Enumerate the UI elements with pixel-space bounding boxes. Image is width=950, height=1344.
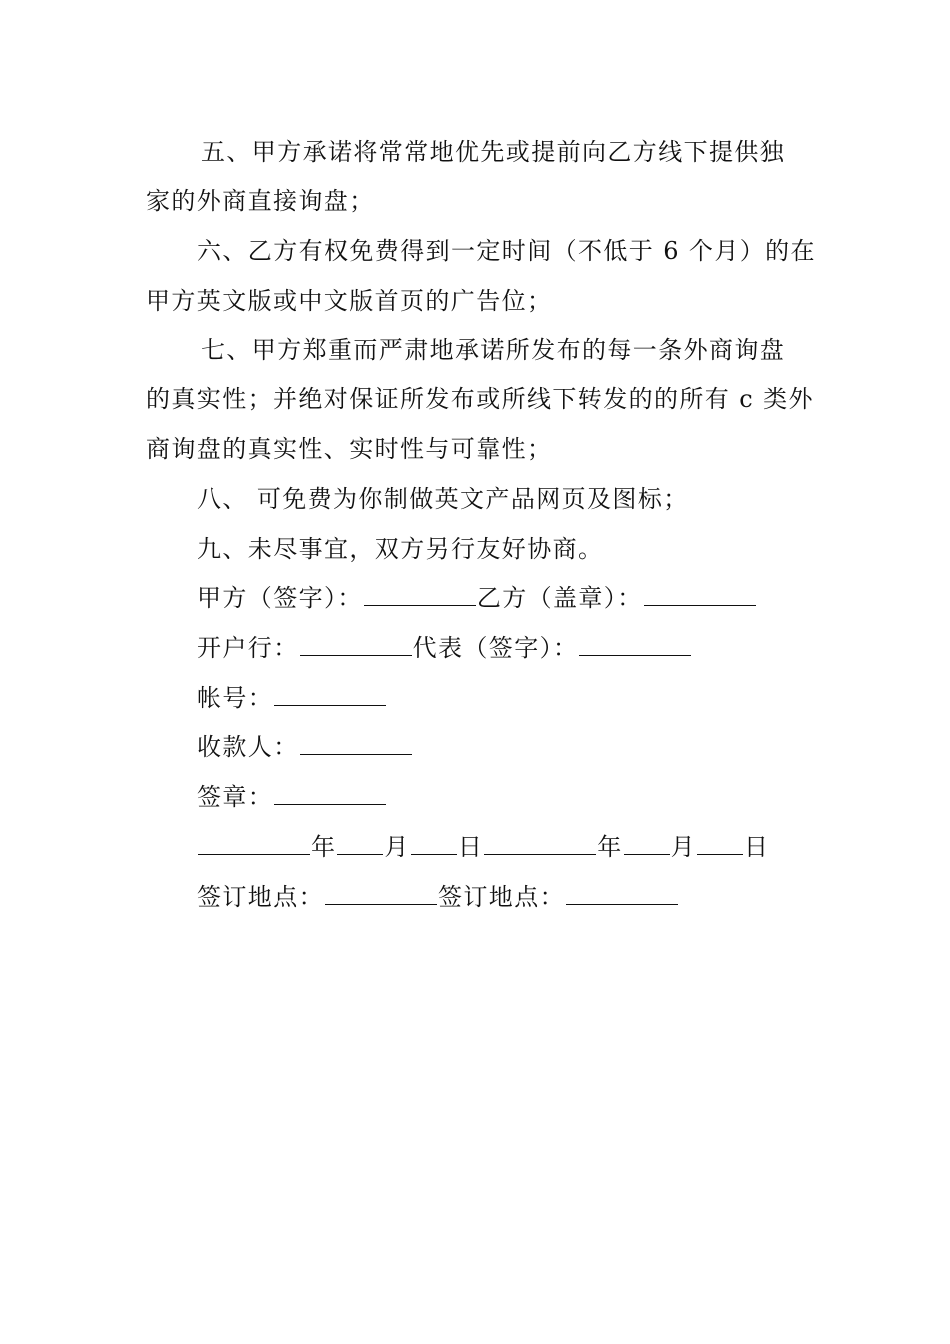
year-label: 年 (597, 833, 623, 861)
month-label: 月 (670, 833, 697, 861)
party-b-label: 乙方（盖章）： (476, 584, 643, 612)
signature-row-payee (197, 732, 413, 762)
bank-blank[interactable] (300, 633, 412, 656)
month-label: 月 (384, 833, 410, 861)
representative-label: 代表（签字）： (412, 634, 579, 662)
seal-blank[interactable] (274, 782, 386, 805)
clause-seven-line-3: 商询盘的真实性、实时性与可靠性； (146, 435, 553, 463)
party-b-year-blank[interactable] (484, 832, 596, 855)
representative-blank[interactable] (579, 633, 691, 656)
day-label: 日 (744, 833, 770, 861)
clause-eight: 八、 可免费为你制做英文产品网页及图标； (197, 485, 689, 513)
place-a-blank[interactable] (325, 882, 437, 905)
clause-five-line-1: 五、甲方承诺将常常地优先或提前向乙方线下提供独 (201, 138, 786, 166)
party-b-seal-blank[interactable] (644, 583, 756, 606)
payee-blank[interactable] (300, 732, 412, 755)
clause-six-line-2: 甲方英文版或中文版首页的广告位； (146, 287, 553, 315)
account-label: 帐号： (197, 684, 274, 712)
place-label-b: 签订地点： (438, 883, 565, 911)
party-a-month-blank[interactable] (337, 832, 383, 855)
bank-label: 开户行： (197, 634, 299, 662)
party-b-day-blank[interactable] (697, 832, 743, 855)
signature-row-parties (197, 583, 757, 613)
signature-row-account (197, 683, 387, 713)
clause-six-line-1: 六、乙方有权免费得到一定时间（不低于 6 个月）的在 (197, 237, 816, 265)
signature-row-seal (197, 782, 387, 812)
clause-five-line-2: 家的外商直接询盘； (146, 187, 375, 215)
clause-seven-line-2: 的真实性；并绝对保证所发布或所线下转发的的所有 c 类外 (146, 385, 814, 413)
party-a-signature-blank[interactable] (364, 583, 476, 606)
seal-label: 签章： (197, 783, 274, 811)
party-a-year-blank[interactable] (198, 832, 310, 855)
clause-nine: 九、未尽事宜，双方另行友好协商。 (197, 535, 604, 563)
year-label: 年 (311, 833, 337, 861)
signature-row-bank (197, 633, 692, 663)
account-blank[interactable] (274, 683, 386, 706)
day-label: 日 (457, 833, 484, 861)
party-a-day-blank[interactable] (411, 832, 457, 855)
signature-row-place (197, 882, 679, 912)
signature-row-dates (197, 832, 769, 862)
payee-label: 收款人： (197, 733, 299, 761)
place-label-a: 签订地点： (197, 883, 324, 911)
place-b-blank[interactable] (566, 882, 678, 905)
party-a-label: 甲方（签字）： (197, 584, 363, 612)
party-b-month-blank[interactable] (624, 832, 670, 855)
clause-seven-line-1: 七、甲方郑重而严肃地承诺所发布的每一条外商询盘 (201, 336, 786, 364)
